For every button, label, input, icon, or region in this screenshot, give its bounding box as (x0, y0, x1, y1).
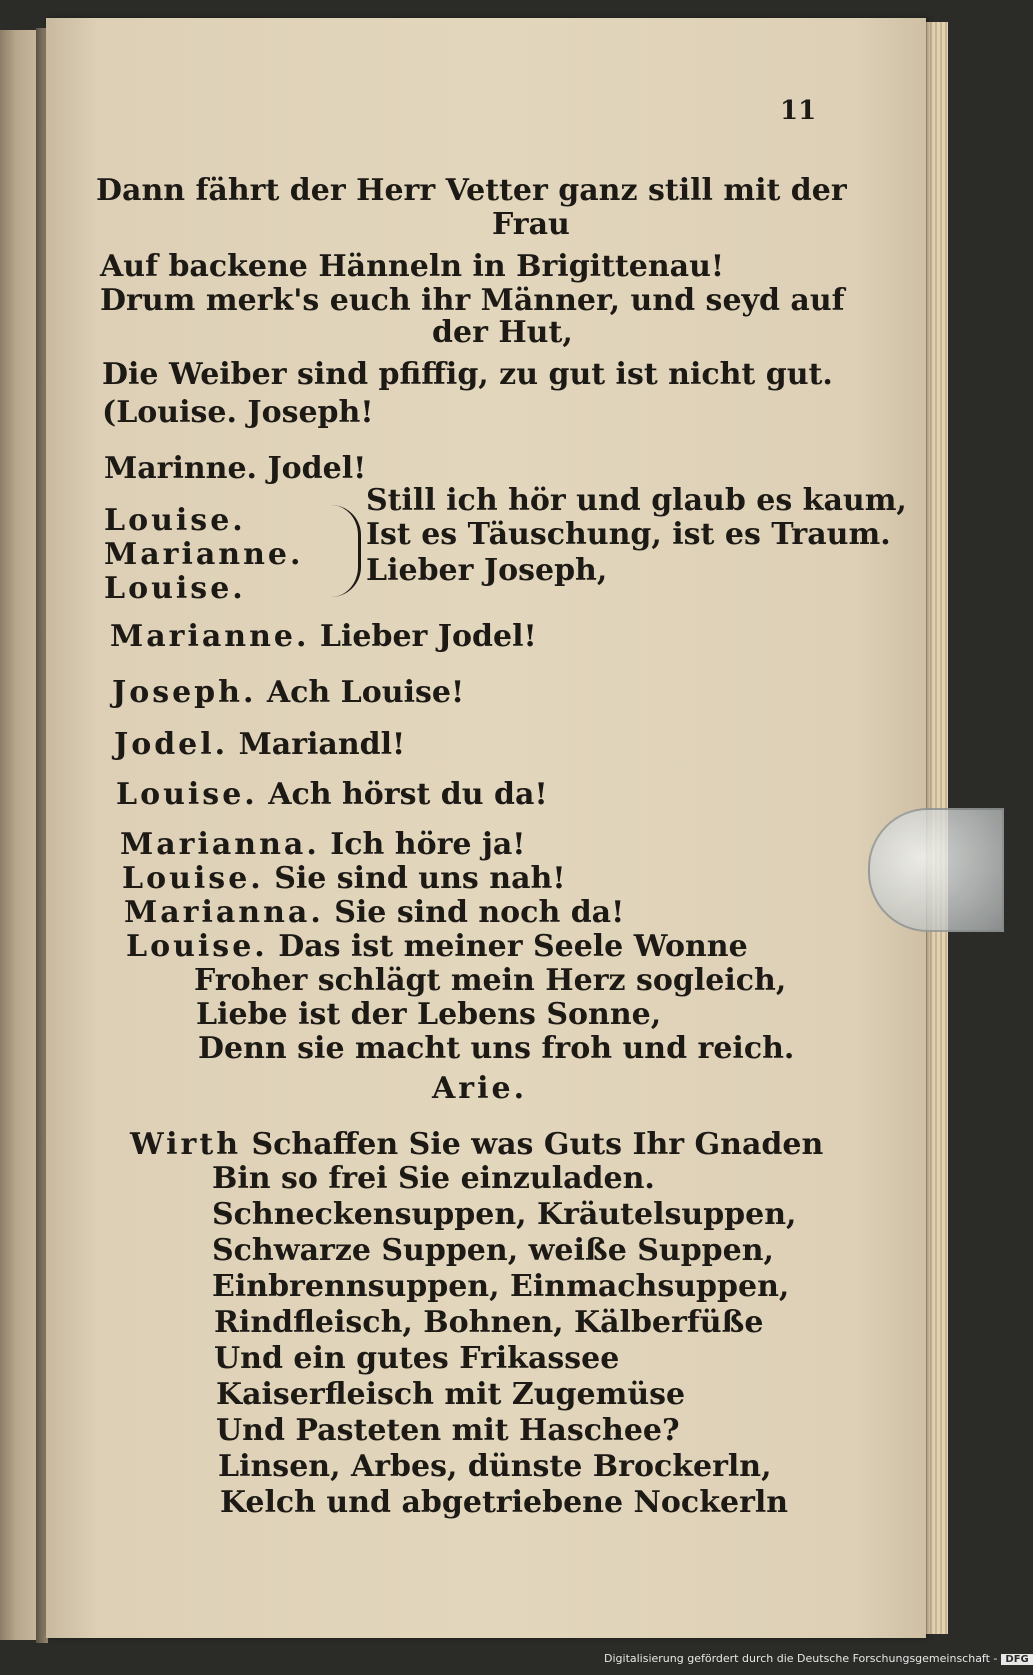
dialogue-speaker: Marianne. (110, 619, 310, 654)
aria-line: Einbrennsuppen, Einmachsuppen, (212, 1269, 790, 1304)
text-line: der Hut, (432, 315, 573, 350)
text-line: (Louise. Joseph! (102, 395, 374, 430)
dialogue-speaker: Joseph. (112, 675, 257, 710)
aria-line: Rindfleisch, Bohnen, Kälberfüße (214, 1305, 764, 1340)
text-line: Dann fährt der Herr Vetter ganz still mit der (96, 173, 847, 208)
aria-text: Schaffen Sie was Guts Ihr Gnaden (251, 1127, 824, 1162)
dialogue-line (110, 619, 537, 654)
text-line: Drum merk's euch ihr Männer, und seyd auf (100, 283, 845, 318)
dialogue-line (116, 777, 548, 812)
dialogue-speaker: Louise. (126, 929, 268, 964)
stanza-line: Denn sie macht uns froh und reich. (198, 1031, 795, 1066)
dialogue-line (126, 929, 748, 964)
aria-line: Und Pasteten mit Haschee? (216, 1413, 680, 1448)
aria-line: Kelch und abgetriebene Nockerln (220, 1485, 789, 1520)
duet-speaker: Marianne. (104, 537, 304, 572)
dialogue-speaker: Louise. (122, 861, 264, 896)
duet-speaker: Louise. (104, 571, 246, 606)
aria-first-line (130, 1127, 824, 1162)
stanza-line: Froher schlägt mein Herz sogleich, (194, 963, 787, 998)
footer-text: Digitalisierung gefördert durch die Deutsche Forschungsgemeinschaft - (604, 1652, 998, 1665)
aria-line: Und ein gutes Frikassee (214, 1341, 620, 1376)
duet-speaker: Louise. (104, 503, 246, 538)
text-line: Auf backene Hänneln in Brigittenau! (100, 249, 725, 284)
dialogue-speaker: Jodel. (114, 727, 229, 762)
dialogue-line (122, 861, 566, 896)
dialogue-text: Sie sind uns nah! (274, 861, 566, 896)
dialogue-text: Ich höre ja! (330, 827, 526, 862)
left-page-edge (0, 30, 40, 1640)
stanza-line: Liebe ist der Lebens Sonne, (196, 997, 662, 1032)
aria-line: Kaiserfleisch mit Zugemüse (216, 1377, 686, 1412)
dfg-logo: DFG (1001, 1654, 1032, 1665)
dialogue-text: Ach hörst du da! (268, 777, 548, 812)
aria-speaker: Wirth (130, 1127, 242, 1162)
text-line: Marinne. Jodel! (104, 451, 367, 486)
text-line: Die Weiber sind pfiffig, zu gut ist nicht gut. (102, 357, 833, 392)
aria-line: Schwarze Suppen, weiße Suppen, (212, 1233, 775, 1268)
dialogue-text: Sie sind noch da! (334, 895, 625, 930)
dialogue-speaker: Marianna. (124, 895, 324, 930)
page-number: 11 (780, 96, 817, 126)
dialogue-text: Das ist meiner Seele Wonne (278, 929, 748, 964)
duet-verse: Lieber Joseph, (366, 553, 608, 588)
aria-heading: Arie. (432, 1071, 528, 1106)
aria-line: Bin so frei Sie einzuladen. (212, 1161, 655, 1196)
dialogue-line (120, 827, 526, 862)
duet-verse: Ist es Täuschung, ist es Traum. (366, 517, 891, 552)
page-clip (868, 808, 1004, 932)
aria-line: Schneckensuppen, Kräutelsuppen, (212, 1197, 797, 1232)
dialogue-text: Ach Louise! (266, 675, 465, 710)
dialogue-text: Lieber Jodel! (319, 619, 537, 654)
text-line: Frau (492, 207, 570, 242)
footer-credit (604, 1652, 1033, 1665)
dialogue-speaker: Louise. (116, 777, 258, 812)
dialogue-line (112, 675, 465, 710)
dialogue-text: Mariandl! (238, 727, 406, 762)
dialogue-line (114, 727, 406, 762)
dialogue-speaker: Marianna. (120, 827, 320, 862)
brace-mark (328, 505, 361, 597)
dialogue-line (124, 895, 625, 930)
aria-line: Linsen, Arbes, dünste Brockerln, (218, 1449, 772, 1484)
duet-verse: Still ich hör und glaub es kaum, (366, 483, 907, 518)
